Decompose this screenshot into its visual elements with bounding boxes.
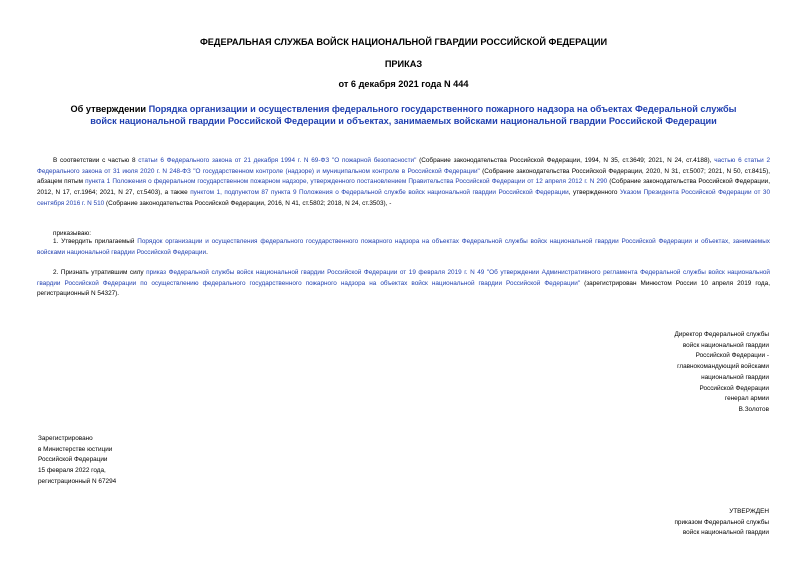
title-link[interactable]: Порядка организации и осуществления федерального государственного пожарного надзора на объектах Федеральной службы войск национальной гвардии Российской Федерации и объектах, занимаемых войсками национальной гвардии Российской Федерации [90, 104, 737, 126]
p2-link-procedure[interactable]: Порядок организации и осуществления федерального государственного пожарного надзора на объектах Федеральной службы войск национальной гвардии Российской Федерации и объектах, занимаемых войсками национальной гвардии Российской Федерации [37, 238, 770, 256]
p1-link-service-regulation[interactable]: пунктом 1, подпунктом 87 пункта 9 Положения о Федеральной службе войск национальной гвардии Российской Федерации [190, 189, 569, 197]
p1-link-control-law[interactable]: частью 6 статьи 2 Федерального закона от 31 июля 2020 г. N 248-ФЗ "О государственном контроле (надзоре) и муниципальном контроле в Российской Федерации" [37, 157, 770, 175]
signature-line: Российской Федерации [699, 384, 769, 392]
p2-text-1: 1. Утвердить прилагаемый [53, 238, 138, 245]
p1-text-5: , утвержденного [568, 189, 620, 197]
registration-line: Зарегистрировано [38, 435, 93, 442]
paragraph-approve [37, 237, 770, 258]
paragraph-legal-basis [37, 156, 770, 210]
approval-line: войск национальной гвардии [682, 529, 769, 537]
signature-block [569, 330, 769, 416]
signature-line: войск национальной гвардии [682, 341, 769, 349]
date-number: от 6 декабря 2021 года N 444 [338, 79, 469, 89]
p1-link-fire-safety-law[interactable]: статьи 6 Федерального закона от 21 декабря 1994 г. N 69-ФЗ "О пожарной безопасности" [138, 157, 417, 164]
p1-text-3: (Собрание законодательства Российской Федерации, 2020, N 31, ст.5007; 2021, N 50, ст.8415), абзацем пятым [37, 167, 770, 186]
document-type: ПРИКАЗ [384, 59, 423, 69]
p3-link-repealed-order[interactable]: приказ Федеральной службы войск национальной гвардии Российской Федерации от 19 февраля 2019 г. N 49 "Об утверждении Административного регламента Федеральной службы войск национальной гвардии Российской Федерации по осуществлению федерального государственного пожарного надзора на объектах войск национальной гвардии Российской Федерации" [37, 269, 770, 287]
p1-text-2: (Собрание законодательства Российской Федерации, 1994, N 35, ст.3649; 2021, N 24, ст.4188), [416, 157, 715, 164]
signature-line: генерал армии [724, 395, 769, 403]
registration-block [38, 434, 238, 488]
p1-link-regulation[interactable]: пункта 1 Положения о федеральном государственном пожарном надзоре, утвержденного постановлением Правительства Российской Федерации от 12 апреля 2012 г. N 290 [85, 178, 608, 186]
p1-link-president-decree[interactable]: Указом Президента Российской Федерации от 30 сентября 2016 г. N 510 [37, 189, 771, 207]
p1-text-1: В соответствии с частью 8 [53, 157, 139, 164]
registration-line: 15 февраля 2022 года, [38, 467, 106, 475]
p1-text-4: (Собрание законодательства Российской Федерации, 2012, N 17, ст.1964; 2021, N 27, ст.5403), а также [37, 178, 771, 197]
agency-heading: ФЕДЕРАЛЬНАЯ СЛУЖБА ВОЙСК НАЦИОНАЛЬНОЙ ГВАРДИИ РОССИЙСКОЙ ФЕДЕРАЦИИ [199, 37, 608, 47]
document-title [70, 103, 737, 127]
approval-line: УТВЕРЖДЕН [729, 508, 769, 515]
approval-block [569, 507, 769, 539]
signature-line: главнокомандующий войсками [677, 363, 769, 371]
signature-line: национальной гвардии [701, 373, 769, 381]
signature-line: Российской Федерации - [695, 352, 769, 360]
approval-line: приказом Федеральной службы [674, 518, 769, 526]
registration-line: регистрационный N 67294 [38, 477, 117, 485]
p1-text-6: (Собрание законодательства Российской Федерации, 2016, N 41, ст.5802; 2018, N 24, ст.3503), - [104, 199, 392, 207]
p2-text-2: . [206, 248, 208, 256]
registration-line: в Министерстве юстиции [38, 445, 113, 453]
p3-text-2: (зарегистрирован Минюстом России 10 апреля 2019 года, регистрационный N 54327). [37, 279, 770, 298]
order-word: приказываю: [53, 230, 91, 237]
paragraph-repeal [37, 268, 770, 300]
title-prefix: Об утверждении [70, 104, 149, 114]
registration-line: Российской Федерации [38, 456, 108, 464]
p3-text-1: 2. Признать утратившим силу [53, 269, 147, 276]
signature-line: Директор Федеральной службы [674, 331, 769, 338]
signature-name: В.Золотов [738, 405, 769, 413]
